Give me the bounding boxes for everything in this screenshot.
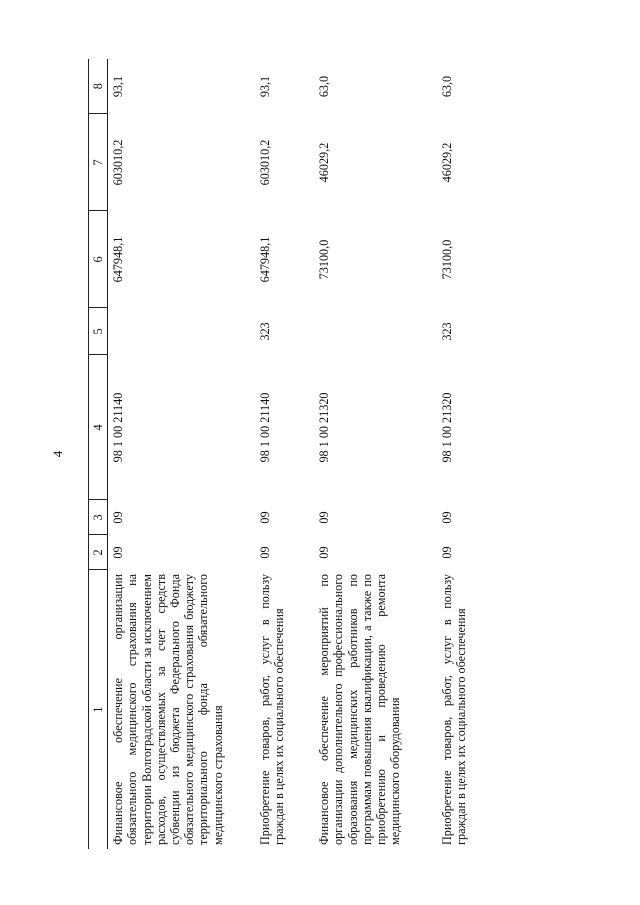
subsection-code: 09 xyxy=(440,511,455,524)
executed-amount: 46029,2 xyxy=(317,142,332,183)
target-article-code: 98 1 00 21140 xyxy=(111,392,126,463)
planned-amount: 73100,0 xyxy=(440,239,455,280)
table-row xyxy=(108,59,256,849)
column-header: 4 xyxy=(89,355,108,500)
executed-amount: 603010,2 xyxy=(258,139,273,186)
target-article-code: 98 1 00 21320 xyxy=(440,392,455,463)
column-header: 2 xyxy=(89,535,108,570)
execution-percent: 63,0 xyxy=(440,75,455,98)
column-header: 1 xyxy=(89,570,108,849)
column-header: 8 xyxy=(89,59,108,114)
expense-type-code xyxy=(314,308,437,355)
row-description: Приобретение товаров, работ, услуг в пользу граждан в целях их социального обеспечения xyxy=(258,574,287,845)
planned-amount: 73100,0 xyxy=(317,239,332,280)
column-header: 3 xyxy=(89,500,108,535)
column-header: 5 xyxy=(89,308,108,355)
subsection-code: 09 xyxy=(317,511,332,524)
execution-percent: 63,0 xyxy=(317,75,332,98)
section-code: 09 xyxy=(440,546,455,559)
column-number-row xyxy=(89,59,108,849)
budget-table xyxy=(88,59,512,849)
section-code: 09 xyxy=(258,546,273,559)
expense-type-code: 323 xyxy=(440,322,455,341)
row-description: Приобретение товаров, работ, услуг в пользу граждан в целях их социального обеспечения xyxy=(440,574,469,845)
table-row xyxy=(437,59,512,849)
planned-amount: 647948,1 xyxy=(111,236,126,283)
column-header: 7 xyxy=(89,114,108,211)
section-code: 09 xyxy=(111,546,126,559)
table-row xyxy=(314,59,437,849)
column-header: 6 xyxy=(89,211,108,308)
planned-amount: 647948,1 xyxy=(258,236,273,283)
target-article-code: 98 1 00 21140 xyxy=(258,392,273,463)
expense-type-code xyxy=(108,308,256,355)
execution-percent: 93,1 xyxy=(258,75,273,98)
table-row xyxy=(255,59,314,849)
page-number: 4 xyxy=(50,450,65,458)
subsection-code: 09 xyxy=(111,511,126,524)
section-code: 09 xyxy=(317,546,332,559)
row-description: Финансовое обеспечение мероприятий по организации дополнительного профессионального образования медицинских работников по программам повышения квалификации, а также по приобретению и проведению ремонта медицинского оборудования xyxy=(317,574,403,845)
executed-amount: 46029,2 xyxy=(440,142,455,183)
expense-type-code: 323 xyxy=(258,322,273,341)
subsection-code: 09 xyxy=(258,511,273,524)
executed-amount: 603010,2 xyxy=(111,139,126,186)
execution-percent: 93,1 xyxy=(111,75,126,98)
target-article-code: 98 1 00 21320 xyxy=(317,392,332,463)
rotated-page-content xyxy=(88,59,583,849)
row-description: Финансовое обеспечение организации обязательного медицинского страхования на территории Волгоградской области за исключением расходов, осуществляемых за счет средств субвенции из бюджета Федерального Фонда обязательного медицинского страхования бюджету территориального фонда обязательного медицинского страхования xyxy=(111,574,225,845)
